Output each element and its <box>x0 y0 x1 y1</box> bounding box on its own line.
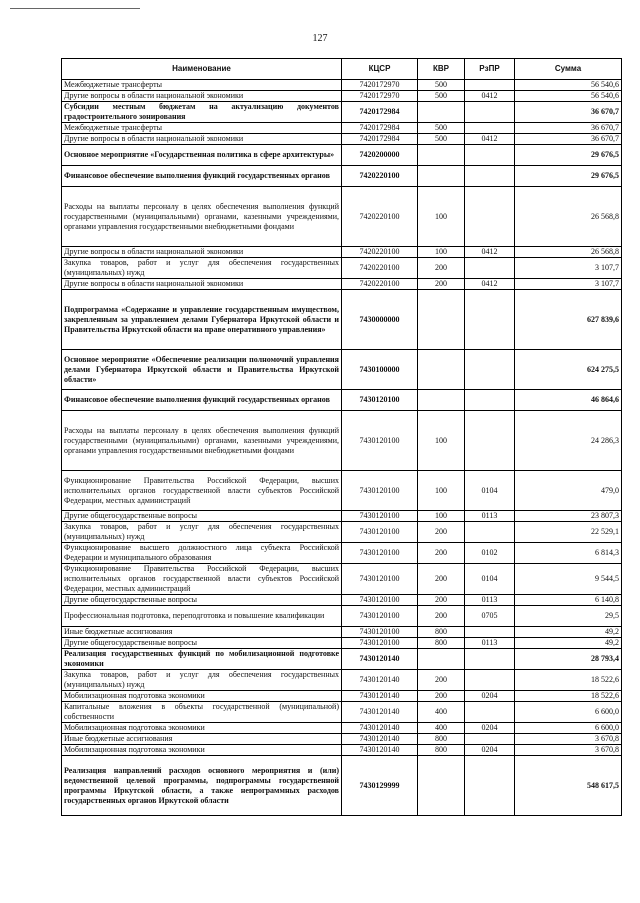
cell-kcsr: 7430129999 <box>342 756 418 816</box>
cell-kcsr: 7430120140 <box>342 734 418 745</box>
cell-kcsr: 7430120100 <box>342 411 418 471</box>
cell-name: Другие вопросы в области национальной экономики <box>62 134 342 145</box>
cell-rzpr <box>465 627 515 638</box>
cell-sum: 548 617,5 <box>515 756 622 816</box>
cell-rzpr: 0113 <box>465 595 515 606</box>
cell-name: Функционирование высшего должностного лица субъекта Российской Федерации и муниципального образования <box>62 543 342 564</box>
cell-kcsr: 7430120100 <box>342 522 418 543</box>
cell-sum: 3 670,8 <box>515 745 622 756</box>
cell-sum: 6 600,0 <box>515 702 622 723</box>
cell-kvr <box>418 166 465 187</box>
cell-kvr <box>418 102 465 123</box>
cell-sum: 29 676,5 <box>515 145 622 166</box>
cell-sum: 624 275,5 <box>515 350 622 390</box>
cell-kcsr: 7420172984 <box>342 134 418 145</box>
cell-sum: 6 600,0 <box>515 723 622 734</box>
cell-kvr: 200 <box>418 522 465 543</box>
cell-kvr: 500 <box>418 134 465 145</box>
cell-name: Функционирование Правительства Российской Федерации, высших исполнительных органов государственной власти субъектов Российской Федерации, местных администраций <box>62 564 342 595</box>
cell-kcsr: 7430120100 <box>342 471 418 511</box>
cell-name: Иные бюджетные ассигнования <box>62 627 342 638</box>
cell-rzpr: 0412 <box>465 279 515 290</box>
cell-rzpr <box>465 80 515 91</box>
cell-rzpr: 0705 <box>465 606 515 627</box>
table-row <box>62 102 622 123</box>
cell-sum: 627 839,6 <box>515 290 622 350</box>
cell-kcsr: 7420220100 <box>342 247 418 258</box>
cell-rzpr <box>465 290 515 350</box>
cell-rzpr <box>465 734 515 745</box>
cell-rzpr: 0204 <box>465 723 515 734</box>
cell-sum: 24 286,3 <box>515 411 622 471</box>
cell-rzpr <box>465 522 515 543</box>
cell-kcsr: 7430120140 <box>342 723 418 734</box>
cell-rzpr <box>465 390 515 411</box>
cell-name: Основное мероприятие «Обеспечение реализации полномочий управления делами Губернатора Иркутской области и Правительства Иркутской области» <box>62 350 342 390</box>
cell-kcsr: 7430120100 <box>342 595 418 606</box>
table-row <box>62 258 622 279</box>
cell-kvr: 200 <box>418 606 465 627</box>
cell-kvr: 800 <box>418 745 465 756</box>
cell-kvr: 500 <box>418 123 465 134</box>
cell-sum: 9 544,5 <box>515 564 622 595</box>
cell-rzpr <box>465 702 515 723</box>
cell-name: Мобилизационная подготовка экономики <box>62 691 342 702</box>
cell-sum: 18 522,6 <box>515 691 622 702</box>
col-header-name: Наименование <box>62 59 342 80</box>
cell-kvr: 200 <box>418 691 465 702</box>
cell-sum: 6 140,8 <box>515 595 622 606</box>
table-row <box>62 734 622 745</box>
cell-kvr: 200 <box>418 595 465 606</box>
cell-kvr <box>418 390 465 411</box>
table-row <box>62 543 622 564</box>
cell-kcsr: 7430120100 <box>342 627 418 638</box>
cell-sum: 3 107,7 <box>515 258 622 279</box>
cell-name: Мобилизационная подготовка экономики <box>62 723 342 734</box>
cell-kvr: 100 <box>418 411 465 471</box>
cell-rzpr <box>465 649 515 670</box>
table-row <box>62 691 622 702</box>
cell-rzpr <box>465 102 515 123</box>
cell-rzpr: 0102 <box>465 543 515 564</box>
cell-name: Другие общегосударственные вопросы <box>62 638 342 649</box>
table-row <box>62 471 622 511</box>
cell-kvr: 200 <box>418 258 465 279</box>
cell-name: Расходы на выплаты персоналу в целях обеспечения выполнения функций государственными (муниципальными) органами, казенными учреждениями, органами управления государственными внебюджетными фондами <box>62 187 342 247</box>
budget-table <box>61 58 622 816</box>
cell-kcsr: 7420220100 <box>342 187 418 247</box>
cell-sum: 479,0 <box>515 471 622 511</box>
cell-kcsr: 7420220100 <box>342 166 418 187</box>
cell-kcsr: 7420220100 <box>342 279 418 290</box>
cell-kcsr: 7430100000 <box>342 350 418 390</box>
cell-name: Другие вопросы в области национальной экономики <box>62 279 342 290</box>
cell-rzpr: 0104 <box>465 471 515 511</box>
table-row <box>62 723 622 734</box>
cell-rzpr: 0204 <box>465 745 515 756</box>
cell-name: Подпрограмма «Содержание и управление государственным имуществом, закрепленным за управлением делами Губернатора Иркутской области и Правительства Иркутской области на праве оперативного управления» <box>62 290 342 350</box>
cell-rzpr <box>465 756 515 816</box>
table-row <box>62 80 622 91</box>
cell-sum: 18 522,6 <box>515 670 622 691</box>
cell-kvr: 100 <box>418 511 465 522</box>
cell-sum: 6 814,3 <box>515 543 622 564</box>
cell-kcsr: 7430000000 <box>342 290 418 350</box>
cell-sum: 36 670,7 <box>515 123 622 134</box>
cell-kvr: 800 <box>418 734 465 745</box>
cell-name: Межбюджетные трансферты <box>62 80 342 91</box>
cell-name: Другие общегосударственные вопросы <box>62 511 342 522</box>
cell-kvr <box>418 145 465 166</box>
cell-kcsr: 7420172984 <box>342 102 418 123</box>
cell-rzpr <box>465 670 515 691</box>
col-header-rzpr: РзПР <box>465 59 515 80</box>
table-row <box>62 350 622 390</box>
cell-name: Капитальные вложения в объекты государственной (муниципальной) собственности <box>62 702 342 723</box>
table-row <box>62 595 622 606</box>
table-row <box>62 638 622 649</box>
cell-kvr: 800 <box>418 627 465 638</box>
cell-kcsr: 7430120140 <box>342 745 418 756</box>
table-row <box>62 522 622 543</box>
cell-kvr: 400 <box>418 723 465 734</box>
cell-kvr: 200 <box>418 670 465 691</box>
cell-kcsr: 7430120100 <box>342 638 418 649</box>
cell-rzpr <box>465 187 515 247</box>
cell-rzpr <box>465 350 515 390</box>
cell-name: Другие общегосударственные вопросы <box>62 595 342 606</box>
cell-rzpr: 0204 <box>465 691 515 702</box>
cell-kvr: 800 <box>418 638 465 649</box>
table-row <box>62 247 622 258</box>
cell-kvr <box>418 290 465 350</box>
cell-kvr: 200 <box>418 543 465 564</box>
cell-name: Реализация направлений расходов основного мероприятия и (или) ведомственной целевой программы, подпрограммы государственной программы Иркутской области, а также непрограммных расходов государственных органов Иркутской области <box>62 756 342 816</box>
cell-name: Иные бюджетные ассигнования <box>62 734 342 745</box>
table-row <box>62 511 622 522</box>
table-row <box>62 166 622 187</box>
cell-rzpr: 0412 <box>465 91 515 102</box>
cell-rzpr: 0412 <box>465 134 515 145</box>
cell-sum: 36 670,7 <box>515 134 622 145</box>
cell-kcsr: 7420172970 <box>342 80 418 91</box>
cell-rzpr: 0412 <box>465 247 515 258</box>
cell-rzpr: 0104 <box>465 564 515 595</box>
cell-kvr <box>418 649 465 670</box>
cell-sum: 28 793,4 <box>515 649 622 670</box>
table-body <box>62 80 622 816</box>
cell-sum: 3 670,8 <box>515 734 622 745</box>
table-row <box>62 627 622 638</box>
cell-kcsr: 7420200000 <box>342 145 418 166</box>
cell-kvr: 500 <box>418 91 465 102</box>
table-row <box>62 91 622 102</box>
cell-name: Функционирование Правительства Российской Федерации, высших исполнительных органов государственной власти субъектов Российской Федерации, местных администраций <box>62 471 342 511</box>
table-row <box>62 134 622 145</box>
cell-rzpr: 0113 <box>465 511 515 522</box>
cell-kvr: 500 <box>418 80 465 91</box>
cell-sum: 49,2 <box>515 627 622 638</box>
table-row <box>62 411 622 471</box>
cell-name: Основное мероприятие «Государственная политика в сфере архитектуры» <box>62 145 342 166</box>
cell-kcsr: 7430120140 <box>342 649 418 670</box>
table-row <box>62 606 622 627</box>
cell-name: Другие вопросы в области национальной экономики <box>62 91 342 102</box>
cell-rzpr <box>465 123 515 134</box>
col-header-kcsr: КЦСР <box>342 59 418 80</box>
cell-name: Другие вопросы в области национальной экономики <box>62 247 342 258</box>
table-header-row <box>62 59 622 80</box>
cell-kcsr: 7430120140 <box>342 670 418 691</box>
cell-sum: 56 540,6 <box>515 91 622 102</box>
cell-kvr <box>418 350 465 390</box>
col-header-sum: Сумма <box>515 59 622 80</box>
cell-kvr: 100 <box>418 187 465 247</box>
cell-name: Реализация государственных функций по мобилизационной подготовке экономики <box>62 649 342 670</box>
cell-kcsr: 7420220100 <box>342 258 418 279</box>
cell-name: Финансовое обеспечение выполнения функций государственных органов <box>62 390 342 411</box>
cell-sum: 46 864,6 <box>515 390 622 411</box>
table-row <box>62 145 622 166</box>
cell-kvr <box>418 756 465 816</box>
table-row <box>62 290 622 350</box>
table-row <box>62 564 622 595</box>
cell-kcsr: 7420172970 <box>342 91 418 102</box>
cell-rzpr: 0113 <box>465 638 515 649</box>
table-row <box>62 702 622 723</box>
col-header-kvr: КВР <box>418 59 465 80</box>
cell-sum: 49,2 <box>515 638 622 649</box>
cell-sum: 36 670,7 <box>515 102 622 123</box>
cell-kcsr: 7430120100 <box>342 543 418 564</box>
header-rule <box>10 8 140 9</box>
cell-sum: 26 568,8 <box>515 247 622 258</box>
cell-sum: 3 107,7 <box>515 279 622 290</box>
cell-name: Закупка товаров, работ и услуг для обеспечения государственных (муниципальных) нужд <box>62 258 342 279</box>
cell-kcsr: 7420172984 <box>342 123 418 134</box>
cell-name: Закупка товаров, работ и услуг для обеспечения государственных (муниципальных) нужд <box>62 670 342 691</box>
table-row <box>62 670 622 691</box>
cell-sum: 56 540,6 <box>515 80 622 91</box>
page-number: 127 <box>312 33 328 44</box>
cell-sum: 23 807,3 <box>515 511 622 522</box>
table-row <box>62 390 622 411</box>
table-row <box>62 187 622 247</box>
cell-name: Закупка товаров, работ и услуг для обеспечения государственных (муниципальных) нужд <box>62 522 342 543</box>
cell-rzpr <box>465 166 515 187</box>
cell-name: Субсидии местным бюджетам на актуализацию документов градостроительного зонирования <box>62 102 342 123</box>
cell-name: Финансовое обеспечение выполнения функций государственных органов <box>62 166 342 187</box>
cell-name: Межбюджетные трансферты <box>62 123 342 134</box>
cell-kcsr: 7430120100 <box>342 511 418 522</box>
table-row <box>62 745 622 756</box>
table-row <box>62 649 622 670</box>
cell-name: Расходы на выплаты персоналу в целях обеспечения выполнения функций государственными (муниципальными) органами, казенными учреждениями, органами управления государственными внебюджетными фондами <box>62 411 342 471</box>
table-row <box>62 279 622 290</box>
cell-name: Профессиональная подготовка, переподготовка и повышение квалификации <box>62 606 342 627</box>
cell-kvr: 200 <box>418 564 465 595</box>
cell-sum: 29 676,5 <box>515 166 622 187</box>
cell-sum: 26 568,8 <box>515 187 622 247</box>
cell-rzpr <box>465 411 515 471</box>
cell-sum: 29,5 <box>515 606 622 627</box>
cell-kvr: 200 <box>418 279 465 290</box>
cell-kcsr: 7430120100 <box>342 606 418 627</box>
cell-sum: 22 529,1 <box>515 522 622 543</box>
cell-kcsr: 7430120140 <box>342 702 418 723</box>
cell-kcsr: 7430120100 <box>342 564 418 595</box>
cell-kvr: 400 <box>418 702 465 723</box>
cell-rzpr <box>465 258 515 279</box>
table-row <box>62 123 622 134</box>
cell-name: Мобилизационная подготовка экономики <box>62 745 342 756</box>
cell-kvr: 100 <box>418 471 465 511</box>
table-row <box>62 756 622 816</box>
cell-rzpr <box>465 145 515 166</box>
cell-kcsr: 7430120140 <box>342 691 418 702</box>
cell-kcsr: 7430120100 <box>342 390 418 411</box>
cell-kvr: 100 <box>418 247 465 258</box>
